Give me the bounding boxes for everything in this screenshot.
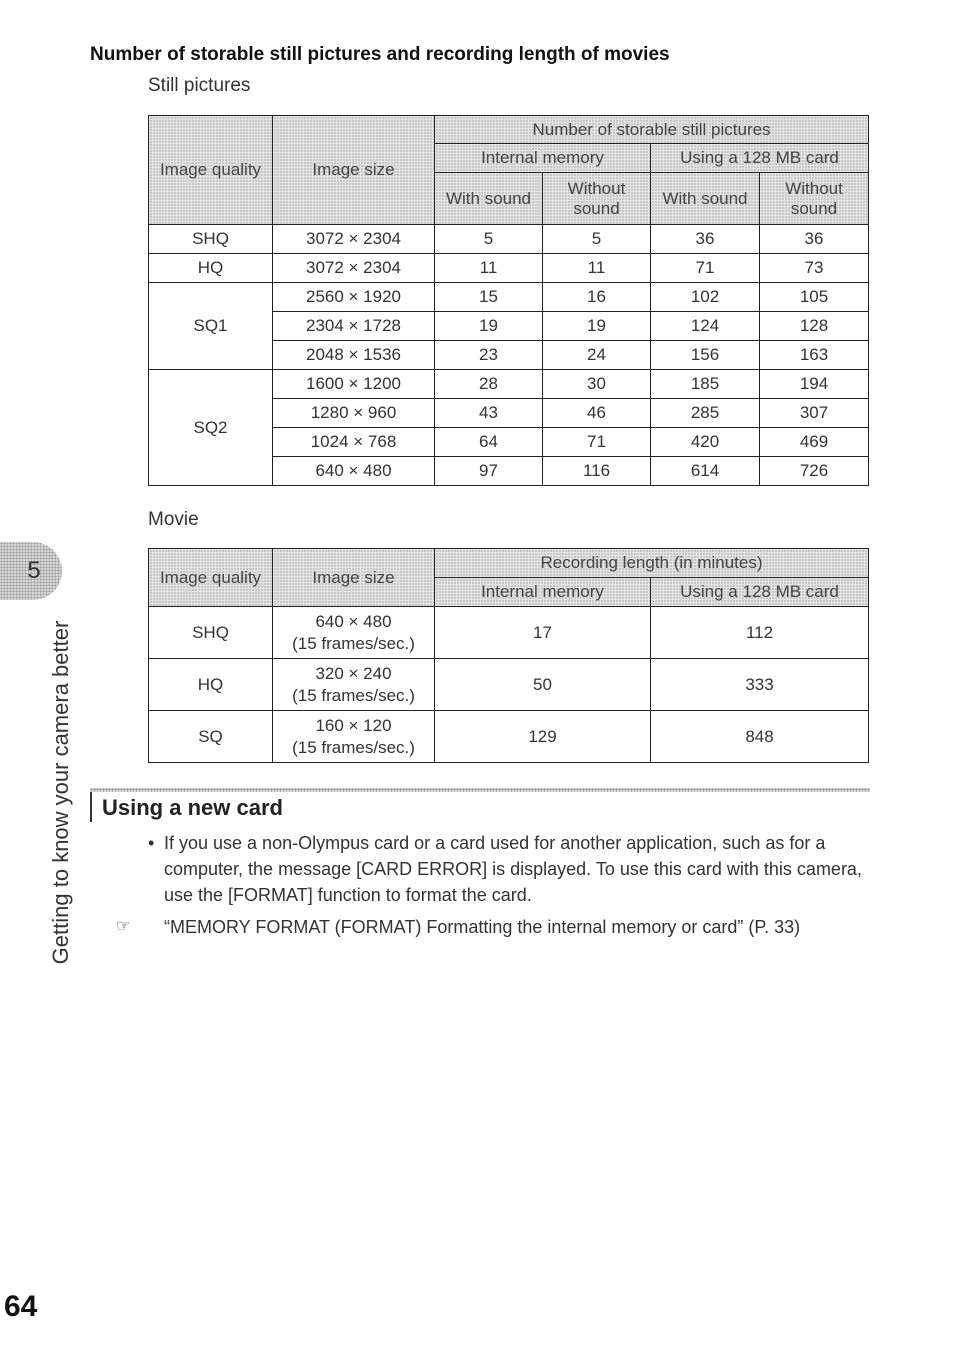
cell-value: 102: [651, 283, 760, 312]
section-marker: [90, 792, 92, 822]
section-divider: [90, 788, 870, 792]
cell-value: 43: [435, 399, 543, 428]
header-image-quality: Image quality: [149, 549, 273, 607]
cell-value: 726: [760, 457, 869, 486]
table-row: [149, 370, 869, 399]
header-image-size: Image size: [273, 116, 435, 225]
cell-internal-memory: 17: [435, 607, 651, 659]
header-with-sound: With sound: [651, 173, 760, 225]
cell-value: 16: [543, 283, 651, 312]
cell-value: 73: [760, 254, 869, 283]
cell-image-quality: SQ2: [149, 370, 273, 486]
cell-internal-memory: 50: [435, 659, 651, 711]
cell-value: 156: [651, 341, 760, 370]
table-row: [149, 283, 869, 312]
movie-table: [148, 548, 869, 763]
still-pictures-title: Still pictures: [148, 75, 251, 96]
cell-128mb-card: 112: [651, 607, 869, 659]
cell-image-size: 640 × 480: [273, 457, 435, 486]
chapter-tab-number: 5: [0, 542, 62, 600]
cell-value: 614: [651, 457, 760, 486]
cell-128mb-card: 848: [651, 711, 869, 763]
movie-title: Movie: [148, 509, 199, 530]
cell-value: 124: [651, 312, 760, 341]
cell-image-size: 2048 × 1536: [273, 341, 435, 370]
cell-value: 5: [435, 225, 543, 254]
table-row: [149, 659, 869, 711]
cell-image-size: [273, 711, 435, 763]
cell-value: 97: [435, 457, 543, 486]
still-pictures-table: [148, 115, 869, 486]
header-image-size: Image size: [273, 549, 435, 607]
header-storable-pictures: Number of storable still pictures: [435, 116, 869, 144]
cell-value: 19: [435, 312, 543, 341]
image-size-frame-rate: (15 frames/sec.): [292, 737, 415, 757]
cell-value: 28: [435, 370, 543, 399]
cell-image-size: 1024 × 768: [273, 428, 435, 457]
page-heading: Number of storable still pictures and recording length of movies: [90, 44, 670, 65]
header-internal-memory: Internal memory: [435, 144, 651, 173]
cell-value: 71: [543, 428, 651, 457]
cell-value: 36: [760, 225, 869, 254]
cell-value: 285: [651, 399, 760, 428]
new-card-title: Using a new card: [102, 795, 283, 820]
cell-image-size: 2560 × 1920: [273, 283, 435, 312]
header-without-sound: Without sound: [543, 173, 651, 225]
bullet-icon: •: [148, 833, 155, 853]
reference-icon: ☞: [116, 918, 130, 935]
cell-value: 194: [760, 370, 869, 399]
table-row: [149, 711, 869, 763]
cell-image-size: 1280 × 960: [273, 399, 435, 428]
table-row: [149, 225, 869, 254]
reference-note: [116, 914, 866, 940]
cell-image-size: 3072 × 2304: [273, 254, 435, 283]
cell-image-size: 2304 × 1728: [273, 312, 435, 341]
cell-value: 11: [435, 254, 543, 283]
cell-value: 24: [543, 341, 651, 370]
cell-value: 5: [543, 225, 651, 254]
image-size-resolution: 320 × 240: [315, 663, 392, 683]
header-128mb-card: Using a 128 MB card: [651, 578, 869, 607]
cell-value: 30: [543, 370, 651, 399]
cell-value: 116: [543, 457, 651, 486]
cell-value: 185: [651, 370, 760, 399]
cell-value: 11: [543, 254, 651, 283]
cell-value: 46: [543, 399, 651, 428]
image-size-resolution: 640 × 480: [315, 611, 392, 631]
cell-value: 163: [760, 341, 869, 370]
cell-value: 105: [760, 283, 869, 312]
cell-image-size: [273, 659, 435, 711]
cell-image-quality: HQ: [149, 254, 273, 283]
cell-128mb-card: 333: [651, 659, 869, 711]
cell-value: 19: [543, 312, 651, 341]
header-image-quality: Image quality: [149, 116, 273, 225]
cell-image-quality: SQ: [149, 711, 273, 763]
cell-image-size: 1600 × 1200: [273, 370, 435, 399]
cell-value: 469: [760, 428, 869, 457]
image-size-resolution: 160 × 120: [315, 715, 392, 735]
image-size-frame-rate: (15 frames/sec.): [292, 633, 415, 653]
header-recording-length: Recording length (in minutes): [435, 549, 869, 578]
cell-image-size: 3072 × 2304: [273, 225, 435, 254]
header-128mb-card: Using a 128 MB card: [651, 144, 869, 173]
table-row: [149, 607, 869, 659]
header-without-sound: Without sound: [760, 173, 869, 225]
reference-text: “MEMORY FORMAT (FORMAT) Formatting the internal memory or card” (P. 33): [164, 917, 801, 937]
new-card-bullet-text: If you use a non-Olympus card or a card used for another application, such as for a computer, the message [CARD ERROR] is displayed. To use this card with this camera, use the [FORMAT] function to format the card.: [164, 833, 862, 905]
chapter-side-label: Getting to know your camera better: [48, 620, 73, 965]
cell-image-quality: SHQ: [149, 607, 273, 659]
cell-value: 64: [435, 428, 543, 457]
image-size-frame-rate: (15 frames/sec.): [292, 685, 415, 705]
cell-value: 36: [651, 225, 760, 254]
cell-value: 307: [760, 399, 869, 428]
cell-value: 15: [435, 283, 543, 312]
header-internal-memory: Internal memory: [435, 578, 651, 607]
header-with-sound: With sound: [435, 173, 543, 225]
page-number: 64: [4, 1290, 38, 1323]
cell-value: 420: [651, 428, 760, 457]
cell-image-quality: SQ1: [149, 283, 273, 370]
cell-value: 23: [435, 341, 543, 370]
cell-internal-memory: 129: [435, 711, 651, 763]
cell-value: 71: [651, 254, 760, 283]
new-card-bullet: [148, 830, 868, 908]
cell-image-size: [273, 607, 435, 659]
table-row: [149, 254, 869, 283]
cell-image-quality: HQ: [149, 659, 273, 711]
cell-value: 128: [760, 312, 869, 341]
cell-image-quality: SHQ: [149, 225, 273, 254]
